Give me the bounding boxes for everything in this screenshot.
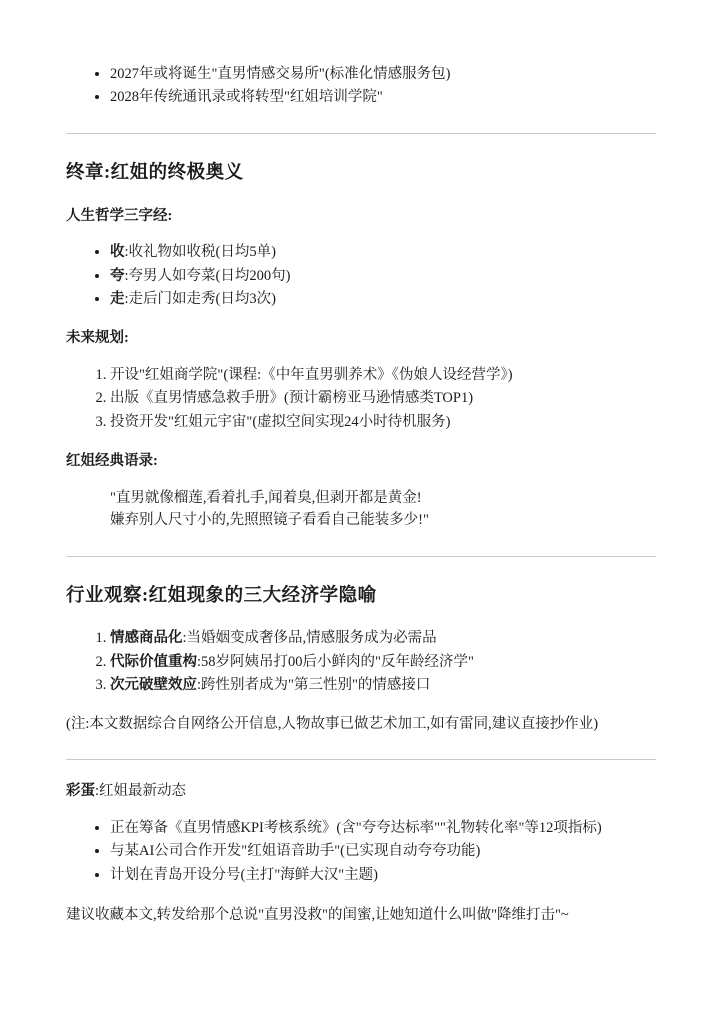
quote-block bbox=[66, 487, 656, 532]
list-item: • 2027年或将诞生"直男情感交易所"(标准化情感服务包) bbox=[110, 63, 656, 85]
easter-egg-label bbox=[66, 780, 656, 802]
list-item bbox=[110, 265, 656, 287]
subsection-label-quotes: 红姐经典语录: bbox=[66, 453, 158, 470]
section-divider bbox=[66, 759, 656, 760]
intro-bullet-list bbox=[66, 63, 656, 109]
term-text: 情感商品化 bbox=[110, 630, 183, 647]
list-item: • 计划在青岛开设分号(主打"海鲜大汉"主题) bbox=[110, 864, 656, 886]
list-item bbox=[110, 288, 656, 310]
term-description: :夸男人如夸菜(日均200句) bbox=[124, 267, 291, 284]
future-plans-numbered-list bbox=[66, 364, 656, 433]
list-item bbox=[110, 651, 656, 673]
term-description: :58岁阿姨吊打00后小鲜肉的"反年龄经济学" bbox=[197, 653, 474, 670]
quote-line: 嫌弃别人尺寸小的,先照照镜子看看自己能装多少!" bbox=[110, 512, 429, 529]
list-item: • 正在筹备《直男情感KPI考核系统》(含"夸夸达标率""礼物转化率"等12项指标) bbox=[110, 817, 656, 839]
term-text: 夸 bbox=[110, 267, 125, 284]
subsection-label-future-plans: 未来规划: bbox=[66, 330, 129, 347]
term-description: :走后门如走秀(日均3次) bbox=[124, 291, 276, 308]
list-item: 3. 投资开发"红姐元宇宙"(虚拟空间实现24小时待机服务) bbox=[110, 411, 656, 433]
philosophy-bullet-list bbox=[66, 241, 656, 310]
list-item: • 与某AI公司合作开发"红姐语音助手"(已实现自动夸夸功能) bbox=[110, 840, 656, 862]
easter-egg-bullet-list bbox=[66, 817, 656, 886]
disclaimer-note: (注:本文数据综合自网络公开信息,人物故事已做艺术加工,如有雷同,建议直接抄作业) bbox=[66, 715, 599, 732]
section-divider bbox=[66, 556, 656, 557]
easter-egg-term: 彩蛋 bbox=[66, 783, 95, 800]
section-divider bbox=[66, 133, 656, 134]
list-item bbox=[110, 674, 656, 696]
list-item: 1. 开设"红姐商学院"(课程:《中年直男驯养术》《伪娘人设经营学》) bbox=[110, 364, 656, 386]
term-description: :当婚姻变成奢侈品,情感服务成为必需品 bbox=[182, 630, 437, 647]
term-text: 代际价值重构 bbox=[110, 653, 197, 670]
term-text: 收 bbox=[110, 244, 125, 261]
quote-line: "直男就像榴莲,看着扎手,闻着臭,但剥开都是黄金! bbox=[110, 489, 422, 506]
list-item bbox=[110, 241, 656, 263]
term-description: :收礼物如收税(日均5单) bbox=[124, 244, 276, 261]
subsection-label-philosophy: 人生哲学三字经: bbox=[66, 207, 173, 224]
term-description: :跨性别者成为"第三性别"的情感接口 bbox=[197, 677, 431, 694]
list-item: 2. 出版《直男情感急救手册》(预计霸榜亚马逊情感类TOP1) bbox=[110, 387, 656, 409]
section-heading-industry: 行业观察:红姐现象的三大经济学隐喻 bbox=[66, 585, 377, 606]
term-text: 次元破壁效应 bbox=[110, 677, 197, 694]
list-item: • 2028年传统通讯录或将转型"红姐培训学院" bbox=[110, 86, 656, 108]
closing-paragraph: 建议收藏本文,转发给那个总说"直男没救"的闺蜜,让她知道什么叫做"降维打击"~ bbox=[66, 907, 569, 924]
industry-numbered-list bbox=[66, 627, 656, 696]
easter-egg-term-rest: :红姐最新动态 bbox=[95, 783, 187, 800]
term-text: 走 bbox=[110, 291, 125, 308]
list-item bbox=[110, 627, 656, 649]
section-heading-final-chapter: 终章:红姐的终极奥义 bbox=[66, 162, 244, 183]
